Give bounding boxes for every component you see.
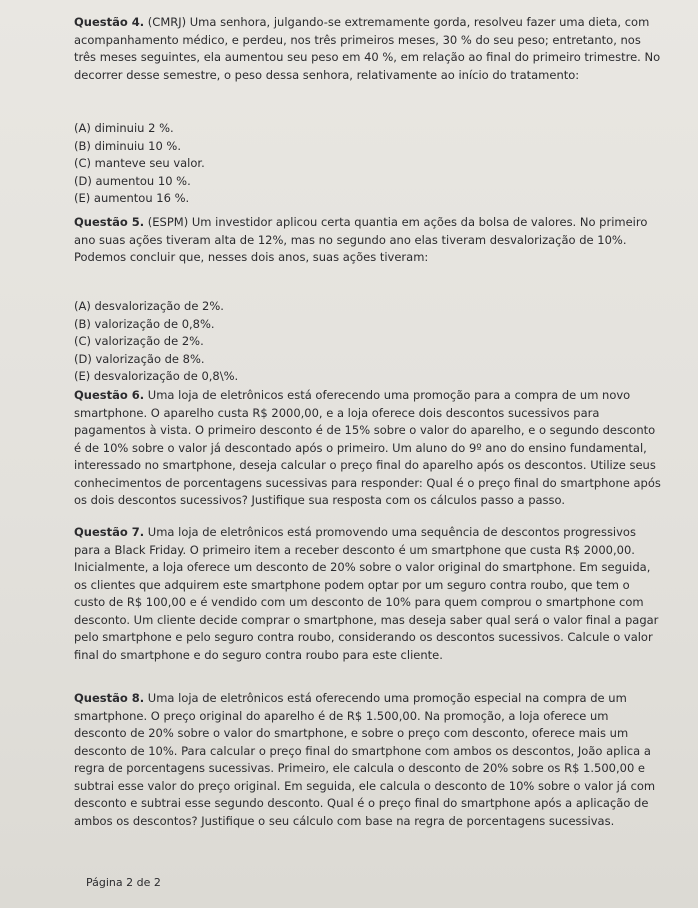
- question-8-label: Questão 8.: [74, 691, 145, 705]
- question-5-text: (ESPM) Um investidor aplicou certa quantia em ações da bolsa de valores. No primeiro ano suas ações tiveram alta de 12%, mas no segundo ano elas tiveram desvalorização de 10%. Podemos concluir que, nesses dois anos, suas ações tiveram:: [74, 215, 648, 264]
- question-4-options: [74, 120, 205, 208]
- question-8: [74, 690, 664, 830]
- question-5: [74, 214, 664, 267]
- option-c: (C) valorização de 2%.: [74, 334, 204, 348]
- question-5-options: [74, 298, 238, 386]
- question-4-text: (CMRJ) Uma senhora, julgando-se extremamente gorda, resolveu fazer uma dieta, com acompanhamento médico, e perdeu, nos três primeiros meses, 30 % do seu peso; entretanto, nos três meses seguintes, ela aumentou seu peso em 40 %, em relação ao final do primeiro trimestre. No decorrer desse semestre, o peso dessa senhora, relativamente ao início do tratamento:: [74, 15, 661, 82]
- option-b: (B) diminuiu 10 %.: [74, 138, 181, 153]
- option-a: (A) diminuiu 2 %.: [74, 121, 174, 135]
- option-e: (E) desvalorização de 0,8\%.: [74, 369, 239, 383]
- question-8-text: Uma loja de eletrônicos está oferecendo uma promoção especial na compra de um smartphone. O preço original do aparelho é de R$ 1.500,00. Na promoção, a loja oferece um desconto de 20% sobre o valor do smartphone, e sobre o preço com desconto, oferece mais um desconto de 10%. Para calcular o preço final do smartphone com ambos os descontos, João aplica a regra de porcentagens sucessivas. Primeiro, ele calcula o desconto de 20% sobre os R$ 1.500,00 e subtrai esse valor do preço original. Em seguida, ele calcula o desconto de 10% sobre o valor já com desconto e subtrai esse segundo desconto. Qual é o preço final do smartphone após a aplicação de ambos os descontos? Justifique o seu cálculo com base na regra de porcentagens sucessivas.: [74, 691, 656, 828]
- question-6-text: Uma loja de eletrônicos está oferecendo uma promoção para a compra de um novo smartphone. O aparelho custa R$ 2000,00, e a loja oferece dois descontos sucessivos para pagamentos à vista. O primeiro desconto é de 15% sobre o valor do aparelho, e o segundo desconto é de 10% sobre o valor já descontado após o primeiro. Um aluno do 9º ano do ensino fundamental, interessado no smartphone, deseja calcular o preço final do aparelho após os descontos. Utilize seus conhecimentos de porcentagens sucessivas para responder: Qual é o preço final do smartphone após os dois descontos sucessivos? Justifique sua resposta com os cálculos passo a passo.: [74, 388, 661, 507]
- question-5-label: Questão 5.: [74, 215, 145, 229]
- option-b: (B) valorização de 0,8%.: [74, 316, 215, 331]
- option-d: (D) valorização de 8%.: [74, 351, 205, 366]
- question-4-label: Questão 4.: [74, 15, 145, 29]
- question-7: [74, 524, 664, 664]
- question-6-label: Questão 6.: [74, 388, 145, 402]
- question-7-text: Uma loja de eletrônicos está promovendo uma sequência de descontos progressivos para a Black Friday. O primeiro item a receber desconto é um smartphone que custa R$ 2000,00. Inicialmente, a loja oferece um desconto de 20% sobre o valor original do smartphone. Em seguida, os clientes que adquirem este smartphone podem optar por um seguro contra roubo, que tem o custo de R$ 100,00 e é vendido com um desconto de 10% para quem comprou o smartphone com desconto. Um cliente decide comprar o smartphone, mas deseja saber qual será o valor final a pagar pelo smartphone e pelo seguro contra roubo, considerando os descontos sucessivos. Calcule o valor final do smartphone e do seguro contra roubo para este cliente.: [74, 525, 659, 662]
- page-footer: Página 2 de 2: [86, 876, 161, 889]
- option-e: (E) aumentou 16 %.: [74, 191, 190, 205]
- option-c: (C) manteve seu valor.: [74, 156, 205, 170]
- option-d: (D) aumentou 10 %.: [74, 173, 191, 188]
- option-a: (A) desvalorização de 2%.: [74, 299, 224, 313]
- question-7-label: Questão 7.: [74, 525, 145, 539]
- question-4: [74, 14, 664, 84]
- question-6: [74, 387, 664, 510]
